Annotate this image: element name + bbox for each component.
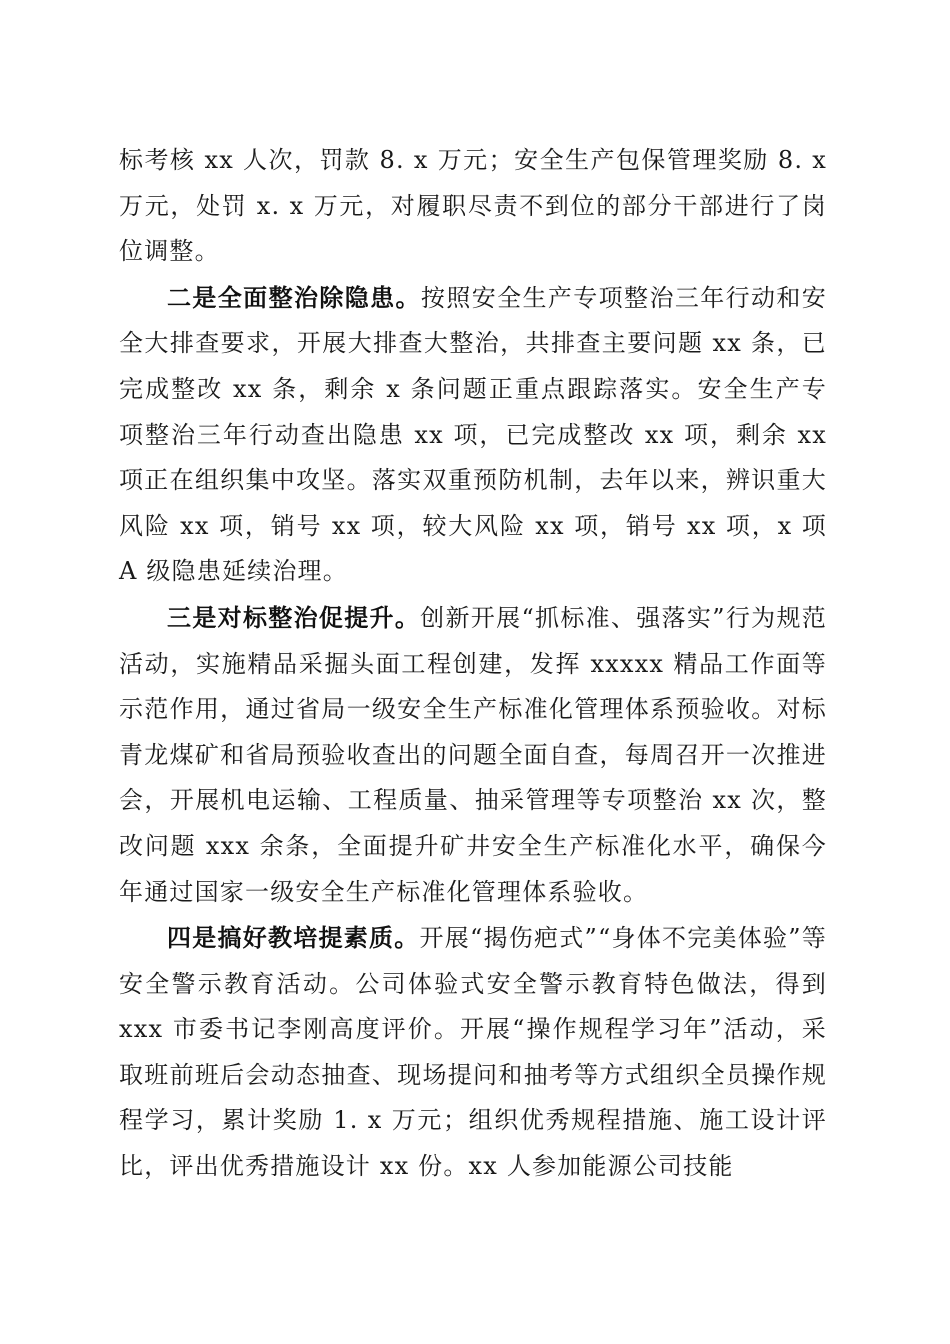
paragraph-benchmark-improvement [119,595,827,915]
paragraph-hazard-rectification [119,275,827,595]
paragraph-text: 标考核 xx 人次，罚款 8. x 万元；安全生产包保管理奖励 8. x 万元，处罚 x. x 万元，对履职尽责不到位的部分干部进行了岗位调整。 [119,146,827,266]
document-body [119,138,827,1190]
paragraph-continuation [119,138,827,275]
paragraph-training-quality [119,915,827,1190]
paragraph-text: 开展“揭伤疤式”“身体不完美体验”等安全警示教育活动。公司体验式安全警示教育特色做法，得到 xxx 市委书记李刚高度评价。开展“操作规程学习年”活动，采取班前班后会动态抽查、现场提问和抽考等方式组织全员操作规程学习，累计奖励 1. x 万元；组织优秀规程措施、施工设计评比，评出优秀措施设计 xx 份。xx 人参加能源公司技能 [119,924,828,1181]
paragraph-heading: 三是对标整治促提升。 [167,602,421,632]
paragraph-heading: 四是搞好教培提素质。 [167,923,420,953]
paragraph-heading: 二是全面整治除隐患。 [167,282,421,312]
paragraph-text: 创新开展“抓标准、强落实”行为规范活动，实施精品采掘头面工程创建，发挥 xxxxx 精品工作面等示范作用，通过省局一级安全生产标准化管理体系预验收。对标青龙煤矿和省局预验收查出的问题全面自查，每周召开一次推进会，开展机电运输、工程质量、抽采管理等专项整治 xx 次，整改问题 xxx 余条，全面提升矿井安全生产标准化水平，确保今年通过国家一级安全生产标准化管理体系验收。 [119,603,827,906]
paragraph-text: 按照安全生产专项整治三年行动和安全大排查要求，开展大排查大整治，共排查主要问题 xx 条，已完成整改 xx 条，剩余 x 条问题正重点跟踪落实。安全生产专项整治三年行动查出隐患 xx 项，已完成整改 xx 项，剩余 xx 项正在组织集中攻坚。落实双重预防机制，去年以来，辨识重大风险 xx 项，销号 xx 项，较大风险 xx 项，销号 xx 项，x 项A 级隐患延续治理。 [119,283,827,586]
